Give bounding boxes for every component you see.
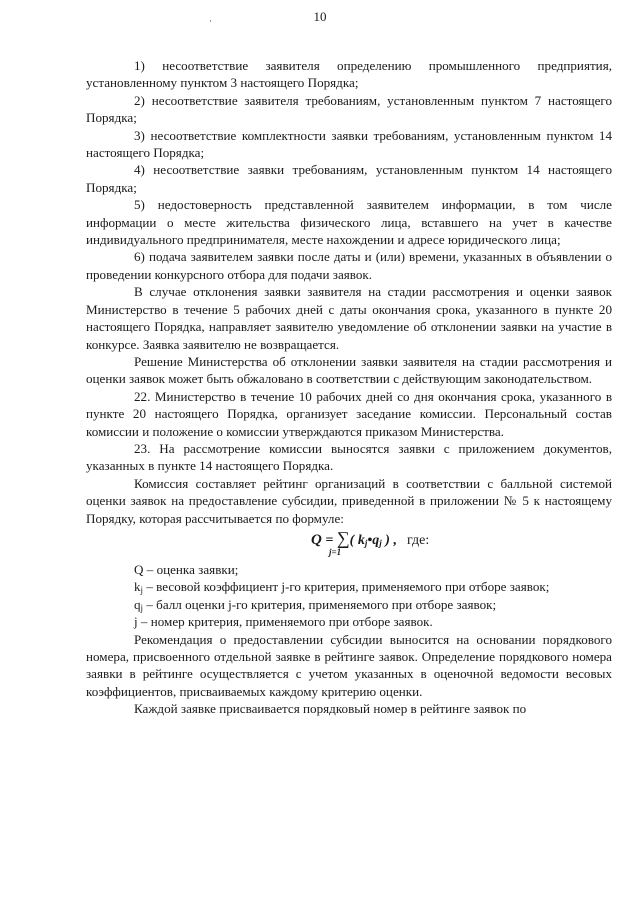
page-number: 10 bbox=[313, 9, 327, 24]
paragraph-numbering: Каждой заявке присваивается порядковый номер в рейтинге заявок по bbox=[134, 701, 527, 717]
paragraph-recommendation: Рекомендация о предоставлении субсидии выносится на основании порядкового номера, присвоенного отдельной заявке в рейтинге заявок. Определение порядкового номера заявки в рейтинге осуществляется с учетом указанных в оценочной ведомости весовых коэффициентов, присваиваемых каждому критерию оценки. bbox=[86, 631, 612, 699]
list-item-3: 3) несоответствие комплектности заявки требованиям, установленным пунктом 14 настоящего Порядка; bbox=[86, 127, 612, 161]
list-item-4: 4) несоответствие заявки требованиям, установленным пунктом 14 настоящего Порядка; bbox=[86, 162, 612, 195]
paragraph-22: 22. Министерство в течение 10 рабочих дней со дня окончания срока, указанного в пункте 20 настоящего Порядка, организует заседание комиссии. Персональный состав комиссии и положение о комиссии утверждаются приказом Министерства. bbox=[86, 388, 612, 439]
document-body bbox=[86, 57, 612, 718]
paragraph-appeal: Решение Министерства об отклонении заявки заявителя на стадии рассмотрения и оценки заявок может быть обжаловано в соответствии с действующим законодательством. bbox=[86, 353, 612, 387]
definition-k: $k_j$ – весовой коэффициент j-го критерия, применяемого при отборе заявок; bbox=[134, 579, 550, 596]
definition-qj: $q_j$ – балл оценки j-го критерия, применяемого при отборе заявок; bbox=[134, 596, 497, 613]
rating-formula: Q = ∑( $k_j•q_j$ ) , где: j=1 bbox=[311, 527, 430, 557]
list-item-5: 5) недостоверность представленной заявителем информации, в том числе информации о месте жительства физического лица, вставшего на учет в качестве индивидуального предпринимателя, месте нахождении и адресе юридического лица; bbox=[86, 197, 612, 248]
paragraph-rating: Комиссия составляет рейтинг организаций в соответствии с балльной системой оценки заявок на предоставление субсидии, приведенной в приложении № 5 к настоящему Порядку, которая рассчитывается по формуле: bbox=[86, 475, 612, 526]
list-item-6: 6) подача заявителем заявки после даты и (или) времени, указанных в объявлении о проведении конкурсного отбора для подачи заявок. bbox=[86, 249, 612, 282]
scan-mark bbox=[210, 20, 211, 22]
list-item-2: 2) несоответствие заявителя требованиям, установленным пунктом 7 настоящего Порядка; bbox=[86, 92, 612, 126]
definition-q: Q – оценка заявки; bbox=[134, 561, 239, 577]
formula-block bbox=[86, 527, 612, 561]
list-item-1: 1) несоответствие заявителя определению промышленного предприятия, установленному пунктом 3 настоящего Порядка; bbox=[86, 58, 612, 91]
paragraph-23: 23. На рассмотрение комиссии выносятся заявки с приложением документов, указанных в пункте 14 настоящего Порядка. bbox=[86, 440, 612, 474]
sum-limit: j=1 bbox=[329, 546, 342, 557]
definition-j: j – номер критерия, применяемого при отборе заявок. bbox=[134, 614, 433, 630]
paragraph-rejection: В случае отклонения заявки заявителя на стадии рассмотрения и оценки заявок Министерство в течение 5 рабочих дней с даты окончания срока, указанного в пункте 20 настоящего Порядка, направляет заявителю уведомление об отклонении заявки на участие в конкурсе. Заявка заявителю не возвращается. bbox=[86, 284, 612, 352]
